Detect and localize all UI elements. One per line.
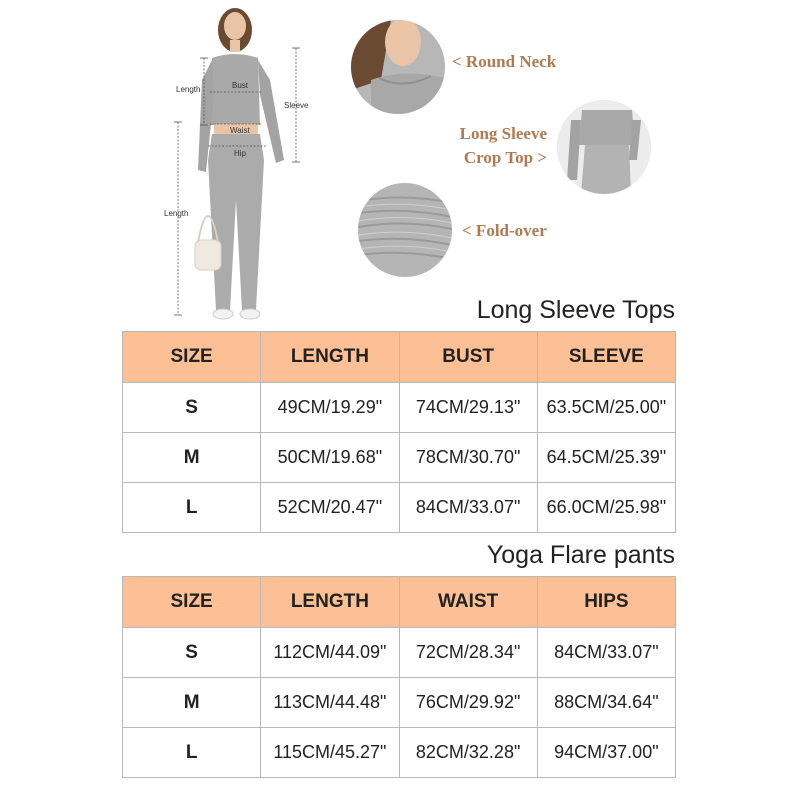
table-row (123, 628, 676, 678)
length-cell: 49CM/19.29" (261, 383, 399, 433)
waist-cell: 82CM/32.28" (399, 728, 537, 778)
header-bust: BUST (399, 332, 537, 383)
table-row (123, 433, 676, 483)
hips-cell: 88CM/34.64" (537, 678, 675, 728)
crop-top-image (557, 100, 651, 194)
length-cell: 113CM/44.48" (261, 678, 399, 728)
fold-over-image (358, 183, 452, 277)
feature-fold-over: < Fold-over (462, 221, 547, 240)
label-waist: Waist (230, 126, 250, 135)
hips-cell: 94CM/37.00" (537, 728, 675, 778)
bust-cell: 84CM/33.07" (399, 483, 537, 533)
label-hip: Hip (234, 149, 247, 158)
table-row (123, 383, 676, 433)
bust-cell: 74CM/29.13" (399, 383, 537, 433)
pants-size-table (122, 576, 676, 778)
table-row (123, 678, 676, 728)
label-length-top: Length (176, 85, 201, 94)
round-neck-image (351, 20, 445, 114)
tops-table-title: Long Sleeve Tops (476, 296, 675, 324)
model-pants (208, 134, 264, 310)
feature-crop-top (423, 122, 547, 170)
hips-cell: 84CM/33.07" (537, 628, 675, 678)
size-cell: S (123, 628, 261, 678)
header-sleeve: SLEEVE (537, 332, 675, 383)
table-row (123, 728, 676, 778)
feature-round-neck: < Round Neck (452, 52, 557, 71)
bust-cell: 78CM/30.70" (399, 433, 537, 483)
label-bust: Bust (232, 81, 249, 90)
model-face (224, 12, 246, 40)
size-cell: M (123, 678, 261, 728)
label-length-pants: Length (164, 209, 189, 218)
table-header-row (123, 332, 676, 383)
waist-cell: 76CM/29.92" (399, 678, 537, 728)
sleeve-cell: 64.5CM/25.39" (537, 433, 675, 483)
header-length: LENGTH (261, 577, 399, 628)
length-cell: 50CM/19.68" (261, 433, 399, 483)
size-cell: S (123, 383, 261, 433)
length-cell: 115CM/45.27" (261, 728, 399, 778)
header-hips: HIPS (537, 577, 675, 628)
feature-crop-top-line1: Long Sleeve (459, 124, 547, 143)
size-cell: M (123, 433, 261, 483)
pants-table-title: Yoga Flare pants (486, 541, 675, 569)
header-size: SIZE (123, 577, 261, 628)
length-cell: 112CM/44.09" (261, 628, 399, 678)
label-sleeve: Sleeve (284, 101, 309, 110)
tops-size-table (122, 331, 676, 533)
sleeve-cell: 66.0CM/25.98" (537, 483, 675, 533)
size-cell: L (123, 483, 261, 533)
model-figure (160, 0, 310, 330)
table-row (123, 483, 676, 533)
header-waist: WAIST (399, 577, 537, 628)
handbag (195, 240, 221, 270)
feature-crop-top-line2: Crop Top > (463, 148, 547, 167)
table-header-row (123, 577, 676, 628)
size-cell: L (123, 728, 261, 778)
header-length: LENGTH (261, 332, 399, 383)
length-cell: 52CM/20.47" (261, 483, 399, 533)
sleeve-cell: 63.5CM/25.00" (537, 383, 675, 433)
header-size: SIZE (123, 332, 261, 383)
waist-cell: 72CM/28.34" (399, 628, 537, 678)
